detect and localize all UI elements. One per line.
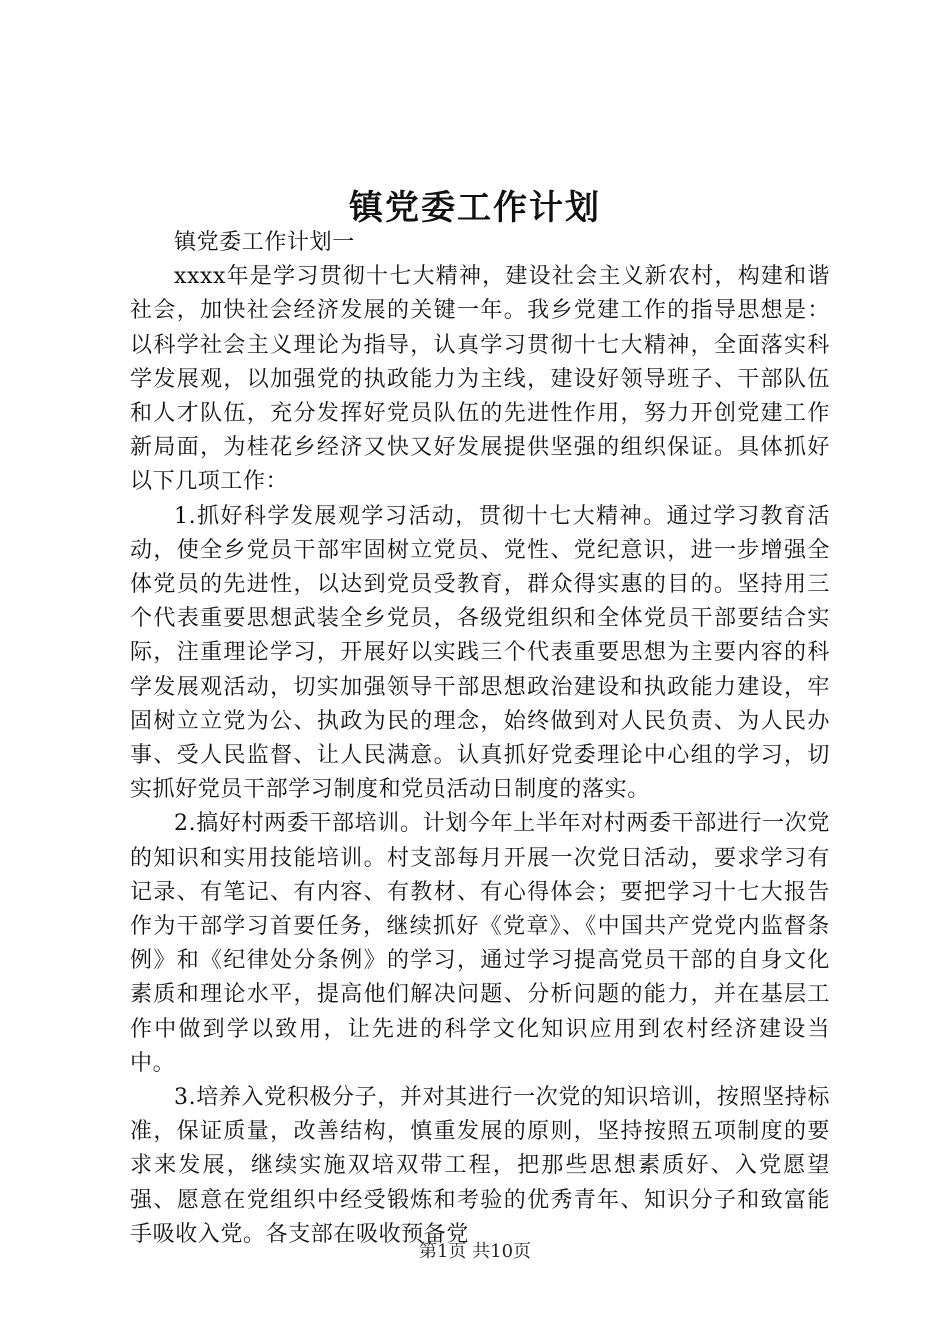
paragraph-item-3: 3.培养入党积极分子，并对其进行一次党的知识培训，按照坚持标准，保证质量，改善结构，慎重发展的原则，坚持按照五项制度的要求来发展，继续实施双培双带工程，把那些思想素质好、入党愿望强、愿意在党组织中经受锻炼和考验的优秀青年、知识分子和致富能手吸收入党。各支部在吸收预备党 xyxy=(130,1085,830,1247)
document-body xyxy=(130,226,830,1252)
page-number-footer: 第1页 共10页 xyxy=(418,1241,532,1262)
paragraph-heading: 镇党委工作计划一 xyxy=(174,230,355,255)
paragraph-item-2: 2.搞好村两委干部培训。计划今年上半年对村两委干部进行一次党的知识和实用技能培训。村支部每月开展一次党日活动，要求学习有记录、有笔记、有内容、有教材、有心得体会；要把学习十七大报告作为干部学习首要任务，继续抓好《党章》、《中国共产党党内监督条例》和《纪律处分条例》的学习，通过学习提高党员干部的自身文化素质和理论水平，提高他们解决问题、分析问题的能力，并在基层工作中做到学以致用，让先进的科学文化知识应用到农村经济建设当中。 xyxy=(130,811,830,1076)
paragraph-intro: xxxx年是学习贯彻十七大精神，建设社会主义新农村，构建和谐社会，加快社会经济发展的关键一年。我乡党建工作的指导思想是：以科学社会主义理论为指导，认真学习贯彻十七大精神，全面落实科学发展观，以加强党的执政能力为主线，建设好领导班子、干部队伍和人才队伍，充分发挥好党员队伍的先进性作用，努力开创党建工作新局面，为桂花乡经济又快又好发展提供坚强的组织保证。具体抓好以下几项工作： xyxy=(130,264,830,495)
document-title: 镇党委工作计划 xyxy=(349,188,601,228)
paragraph-item-1: 1.抓好科学发展观学习活动，贯彻十七大精神。通过学习教育活动，使全乡党员干部牢固树立党员、党性、党纪意识，进一步增强全体党员的先进性，以达到党员受教育，群众得实惠的目的。坚持用三个代表重要思想武装全乡党员，各级党组织和全体党员干部要结合实际，注重理论学习，开展好以实践三个代表重要思想为主要内容的科学发展观活动，切实加强领导干部思想政治建设和执政能力建设，牢固树立立党为公、执政为民的理念，始终做到对人民负责、为人民办事、受人民监督、让人民满意。认真抓好党委理论中心组的学习，切实抓好党员干部学习制度和党员活动日制度的落实。 xyxy=(130,503,830,803)
